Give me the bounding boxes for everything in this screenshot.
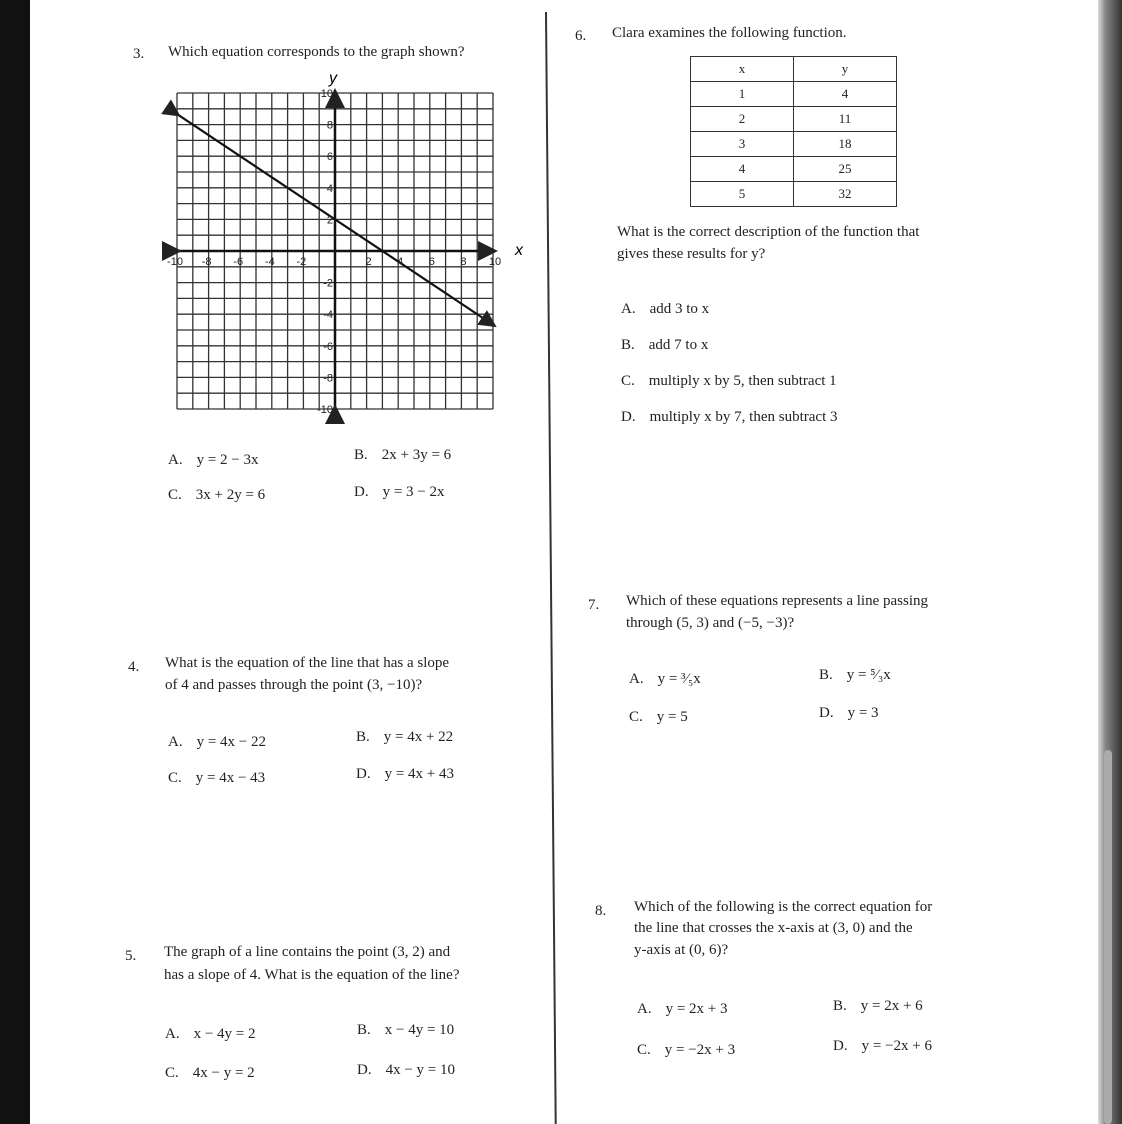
q4-text-line2: of 4 and passes through the point (3, −10)? (165, 677, 423, 693)
cell: 2 (691, 107, 794, 132)
x-tick-label: 8 (460, 256, 467, 268)
q4-choice-a[interactable] (168, 734, 266, 751)
q7-text-line2: through (5, 3) and (−5, −3)? (626, 615, 795, 631)
q8-text-line3: y-axis at (0, 6)? (634, 942, 729, 958)
x-axis-label: x (515, 242, 523, 259)
y-tick-label: 8 (326, 119, 333, 132)
table-header-y: y (794, 57, 897, 82)
q6-text-line2: gives these results for y? (617, 246, 766, 262)
choice-letter: A. (637, 1001, 652, 1017)
choice-letter: B. (357, 1022, 371, 1038)
choice-letter: B. (819, 667, 833, 683)
choice-letter: A. (165, 1026, 180, 1042)
q7-choice-a[interactable] (629, 671, 701, 688)
column-divider (545, 12, 557, 1124)
choice-text: y = 4x − 43 (195, 770, 266, 786)
x-tick-label: -4 (264, 256, 275, 268)
q5-text-line2: has a slope of 4. What is the equation of the line? (164, 967, 460, 983)
q8-choice-c[interactable] (637, 1042, 735, 1059)
choice-text: y = 2x + 3 (665, 1001, 728, 1017)
q8-text-line2: the line that crosses the x-axis at (3, 0) and the (634, 920, 913, 936)
q5-choice-c[interactable] (165, 1065, 255, 1082)
choice-letter: C. (637, 1042, 651, 1058)
choice-text: y = 4x − 22 (196, 734, 267, 750)
q5-choice-d[interactable] (357, 1062, 455, 1079)
x-tick-label: -6 (233, 256, 244, 268)
y-tick-label: -4 (323, 309, 333, 322)
choice-letter: D. (357, 1062, 372, 1078)
choice-text: 4x − y = 10 (385, 1062, 456, 1078)
cell: 4 (794, 82, 897, 107)
choice-letter: B. (833, 998, 847, 1014)
choice-text: y = ⁵⁄₃x (846, 667, 891, 683)
cell: 5 (691, 182, 794, 207)
table-row (691, 157, 897, 182)
y-tick-label: 10 (320, 88, 333, 100)
y-tick-label: 2 (326, 214, 333, 227)
q6-choice-d[interactable] (621, 409, 838, 426)
choice-letter: B. (356, 729, 370, 745)
x-tick-label: -8 (201, 256, 212, 268)
q3-choice-b[interactable] (354, 447, 451, 464)
q7-choice-d[interactable] (819, 705, 879, 722)
choice-text: multiply x by 7, then subtract 3 (649, 409, 838, 425)
table-row (691, 182, 897, 207)
choice-letter: D. (819, 705, 834, 721)
q3-choice-c[interactable] (168, 487, 265, 504)
q6-number: 6. (575, 28, 587, 44)
choice-letter: B. (621, 337, 635, 353)
x-tick-label: -10 (167, 256, 183, 268)
choice-text: y = −2x + 3 (664, 1042, 736, 1058)
choice-letter: D. (356, 766, 371, 782)
cell: 4 (691, 157, 794, 182)
choice-text: y = −2x + 6 (861, 1038, 932, 1054)
q7-choice-b[interactable] (819, 667, 891, 684)
q6-choice-a[interactable] (621, 301, 709, 318)
q3-number: 3. (133, 46, 145, 62)
q8-choice-a[interactable] (637, 1001, 728, 1018)
choice-letter: C. (168, 487, 182, 503)
choice-letter: D. (833, 1038, 848, 1054)
y-tick-label: 6 (326, 151, 333, 164)
cell: 11 (794, 107, 897, 132)
y-tick-label: -10 (317, 404, 333, 416)
choice-letter: A. (621, 301, 636, 317)
y-tick-label: -2 (323, 277, 333, 290)
choice-text: add 3 to x (649, 301, 710, 317)
choice-text: y = 2 − 3x (196, 452, 259, 468)
y-tick-label: -6 (323, 340, 333, 353)
choice-text: x − 4y = 2 (193, 1026, 256, 1042)
q3-choice-d[interactable] (354, 484, 445, 501)
cell: 25 (794, 157, 897, 182)
choice-letter: C. (168, 770, 182, 786)
q5-number: 5. (125, 948, 137, 964)
scrollbar[interactable] (1104, 750, 1112, 1124)
q7-choice-c[interactable] (629, 709, 688, 726)
q8-choice-b[interactable] (833, 998, 923, 1015)
cell: 3 (691, 132, 794, 157)
choice-text: y = 2x + 6 (860, 998, 923, 1014)
table-row (691, 132, 897, 157)
q8-text-line1: Which of the following is the correct equation for (634, 899, 933, 915)
choice-letter: C. (629, 709, 643, 725)
function-table (690, 56, 897, 207)
cell: 18 (794, 132, 897, 157)
choice-letter: B. (354, 447, 368, 463)
coordinate-graph (160, 65, 523, 416)
choice-text: y = 5 (656, 709, 688, 725)
q6-text-line1: What is the correct description of the function that (617, 224, 920, 240)
q4-choice-d[interactable] (356, 766, 454, 783)
q3-text: Which equation corresponds to the graph shown? (168, 44, 465, 60)
q5-choice-a[interactable] (165, 1026, 256, 1043)
x-tick-label: 2 (365, 256, 372, 268)
choice-text: y = ³⁄₅x (657, 671, 701, 687)
x-tick-label: 6 (428, 256, 435, 268)
x-tick-label: -2 (296, 256, 307, 268)
q8-choice-d[interactable] (833, 1038, 932, 1055)
choice-text: 2x + 3y = 6 (381, 447, 452, 463)
choice-text: multiply x by 5, then subtract 1 (648, 373, 837, 389)
choice-text: x − 4y = 10 (384, 1022, 455, 1038)
q6-choice-c[interactable] (621, 373, 837, 390)
choice-letter: D. (354, 484, 369, 500)
q7-number: 7. (588, 597, 600, 613)
cell: 32 (794, 182, 897, 207)
y-tick-label: -8 (323, 372, 333, 385)
table-header-x: x (691, 57, 794, 82)
q4-choice-b[interactable] (356, 729, 453, 746)
cell: 1 (691, 82, 794, 107)
choice-letter: C. (621, 373, 635, 389)
choice-letter: D. (621, 409, 636, 425)
choice-letter: A. (168, 734, 183, 750)
choice-text: y = 4x + 22 (383, 729, 454, 745)
table-row (691, 107, 897, 132)
choice-text: 3x + 2y = 6 (195, 487, 266, 503)
choice-text: 4x − y = 2 (192, 1065, 255, 1081)
choice-text: y = 3 − 2x (382, 484, 445, 500)
q3-choice-a[interactable] (168, 452, 259, 469)
q4-number: 4. (128, 659, 140, 675)
choice-letter: C. (165, 1065, 179, 1081)
choice-text: add 7 to x (648, 337, 709, 353)
q8-number: 8. (595, 903, 607, 919)
q5-text-line1: The graph of a line contains the point (3, 2) and (164, 944, 451, 960)
y-tick-label: 4 (326, 182, 333, 195)
choice-letter: A. (168, 452, 183, 468)
q4-choice-c[interactable] (168, 770, 265, 787)
q6-choice-b[interactable] (621, 337, 708, 354)
photo-border-left (0, 0, 30, 1124)
q5-choice-b[interactable] (357, 1022, 454, 1039)
choice-letter: A. (629, 671, 644, 687)
q4-text-line1: What is the equation of the line that has a slope (165, 655, 450, 671)
x-tick-label: 10 (488, 256, 502, 268)
q7-text-line1: Which of these equations represents a line passing (626, 593, 928, 609)
choice-text: y = 4x + 43 (384, 766, 455, 782)
x-tick-label: 4 (397, 256, 404, 268)
q6-text: Clara examines the following function. (612, 25, 847, 41)
choice-text: y = 3 (847, 705, 879, 721)
y-axis-label: y (329, 70, 337, 87)
table-row (691, 82, 897, 107)
